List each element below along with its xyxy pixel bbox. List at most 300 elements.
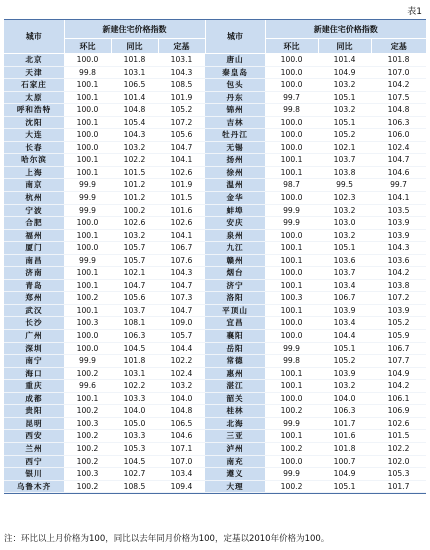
mom-value: 99.9	[265, 204, 318, 217]
yoy-value: 106.7	[318, 292, 371, 305]
city-name: 兰州	[4, 442, 64, 455]
base-value: 101.5	[371, 430, 426, 443]
base-value: 104.6	[158, 430, 205, 443]
base-value: 106.3	[371, 116, 426, 129]
header-group-left: 新建住宅价格指数	[64, 20, 205, 39]
city-name: 南宁	[4, 355, 64, 368]
table-header	[4, 20, 426, 54]
mom-value: 100.0	[64, 141, 111, 154]
city-name: 青岛	[4, 279, 64, 292]
yoy-value: 103.4	[318, 317, 371, 330]
mom-value: 100.2	[64, 442, 111, 455]
yoy-value: 103.1	[111, 66, 158, 79]
city-name: 西安	[4, 430, 64, 443]
yoy-value: 102.1	[111, 267, 158, 280]
base-value: 109.0	[158, 317, 205, 330]
table-row	[4, 405, 426, 418]
base-value: 104.1	[158, 154, 205, 167]
base-value: 106.1	[371, 392, 426, 405]
city-name: 温州	[205, 179, 265, 192]
base-value: 104.7	[371, 154, 426, 167]
yoy-value: 103.7	[318, 154, 371, 167]
city-name: 泸州	[205, 442, 265, 455]
mom-value: 100.0	[265, 317, 318, 330]
city-name: 岳阳	[205, 342, 265, 355]
mom-value: 100.3	[64, 317, 111, 330]
base-value: 104.7	[158, 141, 205, 154]
mom-value: 100.2	[64, 367, 111, 380]
yoy-value: 100.2	[111, 204, 158, 217]
base-value: 102.6	[158, 166, 205, 179]
yoy-value: 102.1	[318, 141, 371, 154]
city-name: 惠州	[205, 367, 265, 380]
mom-value: 99.7	[265, 91, 318, 104]
yoy-value: 102.7	[111, 468, 158, 481]
yoy-value: 105.7	[111, 242, 158, 255]
yoy-value: 104.5	[111, 342, 158, 355]
base-value: 105.7	[158, 330, 205, 343]
table-row	[4, 242, 426, 255]
yoy-value: 103.7	[318, 267, 371, 280]
yoy-value: 103.2	[111, 141, 158, 154]
mom-value: 100.1	[64, 91, 111, 104]
city-name: 徐州	[205, 166, 265, 179]
mom-value: 100.1	[265, 242, 318, 255]
yoy-value: 104.4	[318, 330, 371, 343]
table-row	[4, 204, 426, 217]
mom-value: 100.1	[265, 154, 318, 167]
yoy-value: 100.7	[318, 455, 371, 468]
base-value: 106.5	[158, 417, 205, 430]
base-value: 104.0	[158, 392, 205, 405]
mom-value: 100.2	[265, 405, 318, 418]
mom-value: 100.1	[64, 392, 111, 405]
base-value: 104.9	[371, 367, 426, 380]
table-row	[4, 229, 426, 242]
city-name: 金华	[205, 192, 265, 205]
base-value: 105.2	[371, 317, 426, 330]
base-value: 104.2	[371, 79, 426, 92]
base-value: 102.2	[371, 442, 426, 455]
yoy-value: 101.8	[318, 442, 371, 455]
yoy-value: 104.7	[111, 279, 158, 292]
city-name: 呼和浩特	[4, 104, 64, 117]
header-mom-left: 环比	[64, 39, 111, 54]
table-row	[4, 417, 426, 430]
table-row	[4, 380, 426, 393]
table-row	[4, 91, 426, 104]
yoy-value: 102.6	[111, 217, 158, 230]
mom-value: 100.1	[265, 279, 318, 292]
base-value: 104.2	[371, 380, 426, 393]
mom-value: 100.3	[64, 417, 111, 430]
city-name: 天津	[4, 66, 64, 79]
base-value: 102.4	[158, 367, 205, 380]
yoy-value: 103.2	[318, 380, 371, 393]
base-value: 107.1	[158, 442, 205, 455]
base-value: 107.7	[371, 355, 426, 368]
city-name: 桂林	[205, 405, 265, 418]
base-value: 99.7	[371, 179, 426, 192]
yoy-value: 99.5	[318, 179, 371, 192]
yoy-value: 103.9	[318, 367, 371, 380]
city-name: 三亚	[205, 430, 265, 443]
yoy-value: 103.4	[318, 279, 371, 292]
city-name: 济南	[4, 267, 64, 280]
mom-value: 100.2	[265, 442, 318, 455]
table-row	[4, 166, 426, 179]
yoy-value: 102.2	[111, 380, 158, 393]
yoy-value: 103.2	[318, 79, 371, 92]
mom-value: 100.0	[64, 129, 111, 142]
yoy-value: 103.2	[318, 229, 371, 242]
header-city-left: 城市	[4, 20, 64, 54]
city-name: 泉州	[205, 229, 265, 242]
yoy-value: 108.5	[111, 480, 158, 493]
mom-value: 100.0	[64, 104, 111, 117]
yoy-value: 106.5	[111, 79, 158, 92]
table-row	[4, 116, 426, 129]
mom-value: 98.7	[265, 179, 318, 192]
city-name: 太原	[4, 91, 64, 104]
yoy-value: 101.2	[111, 179, 158, 192]
yoy-value: 103.0	[318, 217, 371, 230]
base-value: 106.7	[158, 242, 205, 255]
mom-value: 100.0	[265, 330, 318, 343]
base-value: 107.6	[158, 254, 205, 267]
city-name: 昆明	[4, 417, 64, 430]
city-name: 九江	[205, 242, 265, 255]
base-value: 107.3	[158, 292, 205, 305]
yoy-value: 105.2	[318, 129, 371, 142]
city-name: 长春	[4, 141, 64, 154]
yoy-value: 105.1	[318, 480, 371, 493]
mom-value: 100.1	[265, 380, 318, 393]
yoy-value: 103.3	[111, 392, 158, 405]
base-value: 109.4	[158, 480, 205, 493]
city-name: 郑州	[4, 292, 64, 305]
city-name: 赣州	[205, 254, 265, 267]
mom-value: 100.2	[64, 405, 111, 418]
mom-value: 99.9	[265, 417, 318, 430]
base-value: 104.8	[371, 104, 426, 117]
base-value: 104.7	[158, 279, 205, 292]
mom-value: 100.1	[64, 154, 111, 167]
city-name: 南昌	[4, 254, 64, 267]
base-value: 107.0	[371, 66, 426, 79]
table-row	[4, 79, 426, 92]
base-value: 101.6	[158, 204, 205, 217]
base-value: 101.7	[371, 480, 426, 493]
city-name: 遵义	[205, 468, 265, 481]
table-row	[4, 468, 426, 481]
city-name: 济宁	[205, 279, 265, 292]
mom-value: 100.0	[64, 330, 111, 343]
table-row	[4, 304, 426, 317]
yoy-value: 101.7	[318, 417, 371, 430]
mom-value: 100.1	[265, 166, 318, 179]
base-value: 106.9	[371, 405, 426, 418]
city-name: 合肥	[4, 217, 64, 230]
city-name: 吉林	[205, 116, 265, 129]
table-row	[4, 330, 426, 343]
mom-value: 100.2	[265, 480, 318, 493]
base-value: 104.1	[158, 229, 205, 242]
mom-value: 100.1	[64, 79, 111, 92]
city-name: 石家庄	[4, 79, 64, 92]
mom-value: 99.8	[64, 66, 111, 79]
city-name: 蚌埠	[205, 204, 265, 217]
yoy-value: 104.9	[318, 468, 371, 481]
city-name: 韶关	[205, 392, 265, 405]
yoy-value: 103.8	[318, 166, 371, 179]
mom-value: 100.3	[265, 292, 318, 305]
yoy-value: 105.1	[318, 116, 371, 129]
base-value: 104.8	[158, 405, 205, 418]
mom-value: 100.0	[64, 54, 111, 67]
mom-value: 99.9	[64, 204, 111, 217]
base-value: 104.3	[158, 66, 205, 79]
base-value: 107.5	[371, 91, 426, 104]
mom-value: 99.9	[64, 355, 111, 368]
city-name: 宁波	[4, 204, 64, 217]
mom-value: 100.2	[64, 455, 111, 468]
mom-value: 100.2	[64, 430, 111, 443]
base-value: 105.3	[371, 468, 426, 481]
base-value: 105.2	[158, 104, 205, 117]
yoy-value: 106.3	[318, 405, 371, 418]
mom-value: 100.1	[64, 279, 111, 292]
yoy-value: 102.3	[318, 192, 371, 205]
mom-value: 100.1	[265, 304, 318, 317]
table-row	[4, 292, 426, 305]
mom-value: 100.0	[265, 116, 318, 129]
city-name: 福州	[4, 229, 64, 242]
yoy-value: 104.0	[111, 405, 158, 418]
city-name: 哈尔滨	[4, 154, 64, 167]
base-value: 103.2	[158, 380, 205, 393]
mom-value: 100.0	[265, 455, 318, 468]
city-name: 唐山	[205, 54, 265, 67]
city-name: 长沙	[4, 317, 64, 330]
base-value: 103.4	[158, 468, 205, 481]
yoy-value: 102.2	[111, 154, 158, 167]
table-row	[4, 267, 426, 280]
base-value: 101.8	[371, 54, 426, 67]
mom-value: 100.0	[265, 267, 318, 280]
yoy-value: 104.8	[111, 104, 158, 117]
city-name: 丹东	[205, 91, 265, 104]
table-row	[4, 480, 426, 493]
base-value: 104.6	[371, 166, 426, 179]
city-name: 武汉	[4, 304, 64, 317]
table-row	[4, 430, 426, 443]
table-row	[4, 54, 426, 67]
city-name: 包头	[205, 79, 265, 92]
mom-value: 100.0	[265, 129, 318, 142]
city-name: 襄阳	[205, 330, 265, 343]
city-name: 秦皇岛	[205, 66, 265, 79]
yoy-value: 105.0	[111, 417, 158, 430]
mom-value: 99.9	[64, 192, 111, 205]
city-name: 常德	[205, 355, 265, 368]
city-name: 无锡	[205, 141, 265, 154]
base-value: 107.2	[158, 116, 205, 129]
city-name: 南京	[4, 179, 64, 192]
table-row	[4, 141, 426, 154]
mom-value: 100.0	[64, 242, 111, 255]
table-row	[4, 179, 426, 192]
table-row	[4, 279, 426, 292]
mom-value: 99.8	[265, 355, 318, 368]
header-mom-right: 环比	[265, 39, 318, 54]
base-value: 102.2	[158, 355, 205, 368]
footnote: 注：环比以上月价格为100，同比以去年同月价格为100，定基以2010年价格为100。	[4, 534, 330, 544]
mom-value: 100.0	[64, 342, 111, 355]
city-name: 扬州	[205, 154, 265, 167]
base-value: 101.9	[158, 91, 205, 104]
base-value: 106.0	[371, 129, 426, 142]
base-value: 104.3	[371, 242, 426, 255]
header-yoy-right: 同比	[318, 39, 371, 54]
city-name: 杭州	[4, 192, 64, 205]
city-name: 大理	[205, 480, 265, 493]
mom-value: 99.9	[64, 254, 111, 267]
city-name: 广州	[4, 330, 64, 343]
mom-value: 100.0	[265, 79, 318, 92]
table-row	[4, 392, 426, 405]
table-row	[4, 442, 426, 455]
city-name: 牡丹江	[205, 129, 265, 142]
yoy-value: 101.5	[111, 166, 158, 179]
table-row	[4, 129, 426, 142]
yoy-value: 105.1	[318, 91, 371, 104]
mom-value: 100.3	[64, 468, 111, 481]
base-value: 104.3	[158, 267, 205, 280]
yoy-value: 105.1	[318, 342, 371, 355]
base-value: 103.9	[371, 229, 426, 242]
base-value: 105.9	[371, 330, 426, 343]
table-row	[4, 254, 426, 267]
base-value: 101.9	[158, 179, 205, 192]
base-value: 101.5	[158, 192, 205, 205]
base-value: 103.9	[371, 304, 426, 317]
base-value: 107.2	[371, 292, 426, 305]
base-value: 104.7	[158, 304, 205, 317]
mom-value: 100.1	[265, 367, 318, 380]
mom-value: 99.9	[265, 342, 318, 355]
yoy-value: 101.8	[111, 355, 158, 368]
base-value: 102.6	[158, 217, 205, 230]
city-name: 烟台	[205, 267, 265, 280]
mom-value: 100.0	[265, 392, 318, 405]
yoy-value: 103.2	[318, 204, 371, 217]
city-name: 成都	[4, 392, 64, 405]
table-row	[4, 66, 426, 79]
yoy-value: 103.6	[318, 254, 371, 267]
city-name: 上海	[4, 166, 64, 179]
city-name: 宜昌	[205, 317, 265, 330]
city-name: 安庆	[205, 217, 265, 230]
city-name: 厦门	[4, 242, 64, 255]
mom-value: 99.6	[64, 380, 111, 393]
mom-value: 100.0	[265, 229, 318, 242]
base-value: 103.8	[371, 279, 426, 292]
city-name: 重庆	[4, 380, 64, 393]
city-name: 贵阳	[4, 405, 64, 418]
table-row	[4, 104, 426, 117]
base-value: 102.6	[371, 417, 426, 430]
city-name: 海口	[4, 367, 64, 380]
yoy-value: 101.8	[111, 54, 158, 67]
table-row	[4, 217, 426, 230]
table-row	[4, 317, 426, 330]
yoy-value: 104.9	[318, 66, 371, 79]
mom-value: 100.1	[64, 166, 111, 179]
city-name: 锦州	[205, 104, 265, 117]
yoy-value: 103.2	[318, 104, 371, 117]
base-value: 104.1	[371, 192, 426, 205]
yoy-value: 105.1	[318, 242, 371, 255]
mom-value: 100.1	[64, 304, 111, 317]
mom-value: 100.0	[265, 141, 318, 154]
mom-value: 100.0	[64, 217, 111, 230]
base-value: 104.2	[371, 267, 426, 280]
mom-value: 100.2	[64, 480, 111, 493]
base-value: 107.0	[158, 455, 205, 468]
header-group-right: 新建住宅价格指数	[265, 20, 426, 39]
city-name: 平顶山	[205, 304, 265, 317]
yoy-value: 103.1	[111, 367, 158, 380]
yoy-value: 101.4	[111, 91, 158, 104]
city-name: 北海	[205, 417, 265, 430]
table-number: 表1	[407, 7, 422, 17]
city-name: 西宁	[4, 455, 64, 468]
table-row	[4, 367, 426, 380]
base-value: 104.4	[158, 342, 205, 355]
header-base-right: 定基	[371, 39, 426, 54]
yoy-value: 105.4	[111, 116, 158, 129]
table-row	[4, 455, 426, 468]
base-value: 103.1	[158, 54, 205, 67]
city-name: 南充	[205, 455, 265, 468]
yoy-value: 106.3	[111, 330, 158, 343]
yoy-value: 104.5	[111, 455, 158, 468]
yoy-value: 105.3	[111, 442, 158, 455]
mom-value: 100.1	[265, 430, 318, 443]
city-name: 洛阳	[205, 292, 265, 305]
table-body	[4, 54, 426, 493]
base-value: 103.6	[371, 254, 426, 267]
city-name: 湛江	[205, 380, 265, 393]
city-name: 深圳	[4, 342, 64, 355]
yoy-value: 108.1	[111, 317, 158, 330]
yoy-value: 104.3	[111, 129, 158, 142]
header-yoy-left: 同比	[111, 39, 158, 54]
header-city-right: 城市	[205, 20, 265, 54]
yoy-value: 103.9	[318, 304, 371, 317]
city-name: 大连	[4, 129, 64, 142]
city-name: 沈阳	[4, 116, 64, 129]
city-name: 北京	[4, 54, 64, 67]
mom-value: 99.8	[265, 104, 318, 117]
yoy-value: 105.6	[111, 292, 158, 305]
base-value: 103.5	[371, 204, 426, 217]
base-value: 108.5	[158, 79, 205, 92]
yoy-value: 103.7	[111, 304, 158, 317]
yoy-value: 101.6	[318, 430, 371, 443]
table-row	[4, 342, 426, 355]
